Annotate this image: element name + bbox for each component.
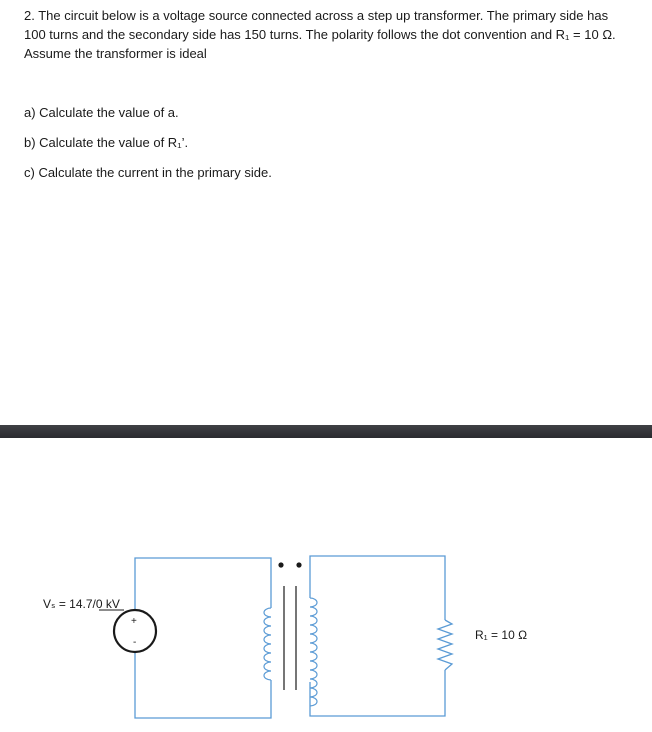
secondary-wires bbox=[310, 556, 445, 716]
voltage-source bbox=[114, 610, 156, 652]
problem-line-3: Assume the transformer is ideal bbox=[24, 46, 207, 61]
question-a: a) Calculate the value of a. bbox=[24, 105, 179, 120]
source-plus: + bbox=[131, 616, 137, 627]
question-c: c) Calculate the current in the primary side. bbox=[24, 165, 272, 180]
secondary-top-wire bbox=[310, 556, 445, 620]
primary-coil bbox=[264, 608, 271, 680]
problem-line-1: 2. The circuit below is a voltage source connected across a step up transformer. The primary side has bbox=[24, 8, 609, 23]
secondary-polarity-dot bbox=[296, 562, 301, 567]
section-divider bbox=[0, 425, 652, 438]
problem-statement bbox=[24, 6, 644, 63]
source-minus: - bbox=[133, 637, 137, 648]
problem-line-2: 100 turns and the secondary side has 150 turns. The polarity follows the dot convention and R₁ = 10 Ω. bbox=[24, 27, 616, 42]
secondary-bottom-wire bbox=[310, 670, 445, 716]
primary-polarity-dot bbox=[278, 562, 283, 567]
circuit-diagram bbox=[0, 438, 652, 732]
secondary-coil bbox=[310, 598, 317, 706]
question-b: b) Calculate the value of R₁’. bbox=[24, 135, 189, 150]
primary-top-wire bbox=[135, 558, 271, 610]
transformer-core bbox=[284, 586, 296, 690]
resistor-label: R₁ = 10 Ω bbox=[475, 628, 528, 642]
source-label: Vₛ = 14.7/0 kV bbox=[43, 597, 120, 611]
primary-bottom-wire bbox=[135, 652, 271, 718]
resistor-r1 bbox=[438, 620, 452, 670]
